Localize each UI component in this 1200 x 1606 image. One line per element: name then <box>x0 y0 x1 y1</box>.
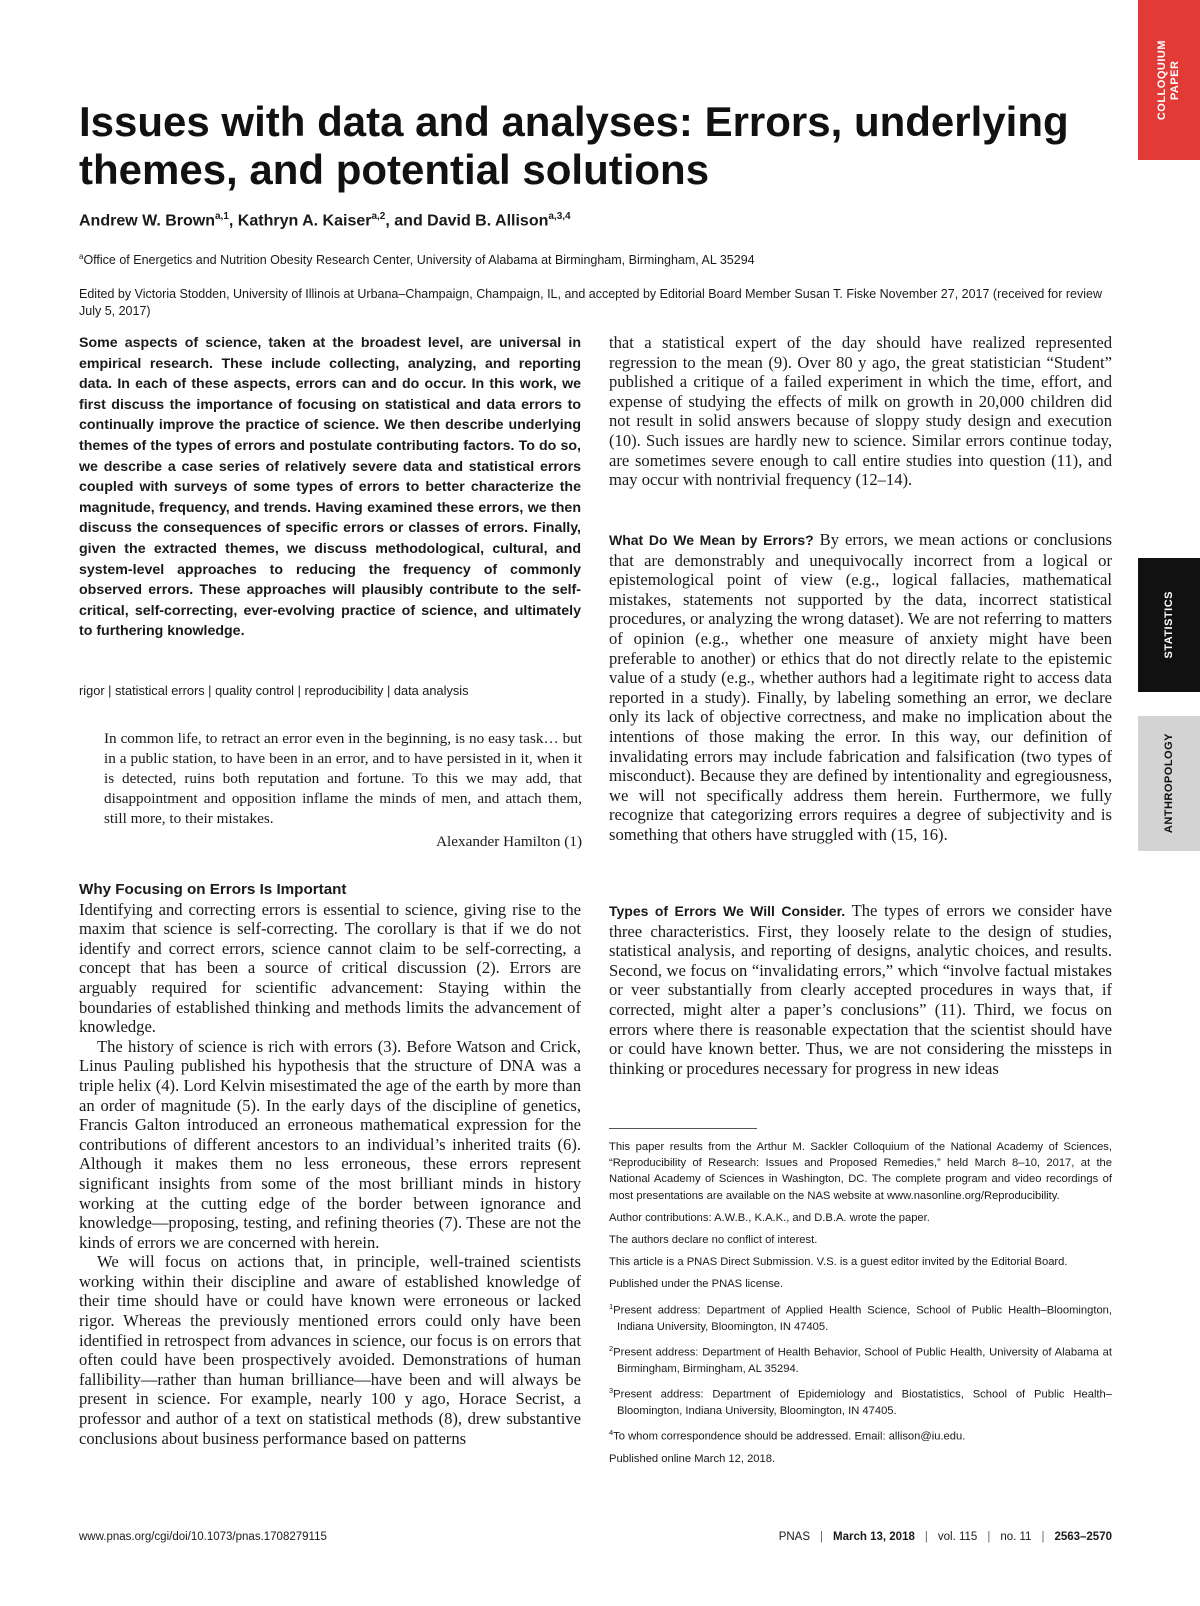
footnote-mark: 4 <box>609 1428 614 1438</box>
issue-number: no. 11 <box>1000 1531 1032 1543</box>
title-line-1: Issues with data and analyses: Errors, underlying <box>79 98 1069 145</box>
footnote-direct-submission: This article is a PNAS Direct Submission. V.S. is a guest editor invited by the Editorial Board. <box>609 1256 1068 1269</box>
section-types-of-errors <box>609 901 1112 1078</box>
footnote-divider <box>609 1128 757 1129</box>
author-name: David B. Allison <box>427 212 549 230</box>
page-range: 2563–2570 <box>1054 1531 1112 1543</box>
body-paragraph: The history of science is rich with errors (3). Before Watson and Crick, Linus Pauling published his hypothesis that the structure of DNA was a triple helix (4). Lord Kelvin misestimated the age of the earth by more than an order of magnitude (5). In the early days of the discipline of genetics, Francis Galton introduced an erroneous mathematical expression for the contributions of different ancestors to an individual’s inherited traits (6). Although it makes them no less erroneous, these errors represent significant insights from some of the most brilliant minds in history working at the cutting edge of the border between ignorance and knowledge—proposing, testing, and refining theories (7). These are not the kinds of errors we are concerned with herein. <box>79 1036 581 1252</box>
author-name: Kathryn A. Kaiser <box>237 212 372 230</box>
colloquium-tab-line1: COLLOQUIUM <box>1156 39 1168 121</box>
anthropology-tab <box>1138 716 1200 851</box>
column-2-continuation <box>609 333 1112 490</box>
section-what-errors <box>609 530 1112 845</box>
footnote-published-online: Published online March 12, 2018. <box>609 1452 776 1465</box>
run-in-heading: What Do We Mean by Errors? <box>609 532 814 548</box>
issue-date: March 13, 2018 <box>833 1531 915 1543</box>
body-paragraph: By errors, we mean actions or conclusions that are demonstrably and unequivocally incorrect from a logical or epistemological point of view (e.g., logical fallacies, mathematical mistakes, statements not supported by the data, incorrect statistical procedures, or analyzing the wrong dataset). We are not referring to matters of opinion (e.g., whether one measure of anxiety might have been preferable to another) or ethics that do not directly relate to the epistemic value of a study (e.g., whether authors had a legitimate right to access data reported in a study). Finally, by labeling something an error, we declare only its lack of objective correctness, and make no implication about the intentions of those making the error. In this way, our definition of invalidating errors may include fabrication and falsification (two types of misconduct). Because they are defined by intentionality and egregiousness, we will not specifically address them herein. Furthermore, we fully recognize that categorizing errors requires a degree of subjectivity and is something that others have struggled with (15, 16). <box>609 530 1112 844</box>
footnotes <box>609 1139 1112 1473</box>
colloquium-tab-line2: PAPER <box>1169 60 1181 100</box>
body-paragraph: The types of errors we consider have three characteristics. First, they loosely relate to the design of studies, statistical analysis, and reporting of designs, analytic choices, and results. Second, we focus on “invalidating errors,” which “involve factual mistakes or veer substantially from clearly accepted procedures in ways that, if corrected, might alter a paper’s conclusions” (11). Third, we focus on errors where there is reasonable expectation that the scientist should have or could have known better. Thus, we are not considering the missteps in thinking or procedures necessary for progress in new ideas <box>609 901 1112 1078</box>
affiliation-mark: a <box>79 252 84 261</box>
footnote-mark: 2 <box>609 1343 614 1353</box>
journal-citation: PNAS | March 13, 2018 | vol. 115 | no. 11 | 2563–2570 <box>778 1531 1112 1543</box>
keywords: rigor | statistical errors | quality control | reproducibility | data analysis <box>79 683 469 698</box>
colloquium-paper-tab <box>1138 0 1200 160</box>
footnote-text: Present address: Department of Applied Health Science, School of Public Health–Bloomington, Indiana University, Bloomington, IN 47405. <box>613 1304 1112 1333</box>
statistics-tab <box>1138 558 1200 692</box>
author-separator: , <box>228 212 238 230</box>
author-name: Andrew W. Brown <box>79 212 215 230</box>
affiliation-text: Office of Energetics and Nutrition Obesity Research Center, University of Alabama at Birmingham, Birmingham, AL 35294 <box>83 253 755 268</box>
author-affiliation-mark: a,2 <box>371 211 386 222</box>
section-why-focusing <box>79 880 581 1448</box>
epigraph-quote: In common life, to retract an error even in the beginning, is no easy task… but in a public station, to have been in an error, and to have persisted in it, when it is detected, ruins both reputation and fortune. To this we may add, that disappointment and opposition inflame the minds of men, and attach them, still more, to their mistakes. <box>104 730 582 827</box>
abstract: Some aspects of science, taken at the broadest level, are universal in empirical research. These include collecting, analyzing, and reporting data. In each of these aspects, errors can and do occur. In this work, we first discuss the importance of focusing on statistical and data errors to continually improve the practice of science. We then describe underlying themes of the types of errors and postulate contributing factors. To do so, we describe a case series of relatively severe data and statistical errors coupled with surveys of some types of errors to better characterize the magnitude, frequency, and trends. Having examined these errors, we then discuss the consequences of specific errors or classes of errors. Finally, given the extracted themes, we discuss methodological, cultural, and system-level approaches to reducing the frequency of commonly observed errors. These approaches will plausibly contribute to the self-critical, self-correcting, ever-evolving practice of science, and ultimately to furthering knowledge. <box>79 335 581 640</box>
footnote-mark: 3 <box>609 1385 614 1395</box>
footnote-text: To whom correspondence should be addressed. Email: allison@iu.edu. <box>613 1430 966 1443</box>
footnote-contributions: Author contributions: A.W.B., K.A.K., and D.B.A. wrote the paper. <box>609 1211 930 1224</box>
footnote-text: Present address: Department of Health Behavior, School of Public Health, University of Alabama at Birmingham, Birmingham, AL 35294. <box>613 1346 1112 1375</box>
doi-link[interactable]: www.pnas.org/cgi/doi/10.1073/pnas.1708279115 <box>79 1531 327 1543</box>
paper-title <box>79 98 1079 194</box>
edited-by-note: Edited by Victoria Stodden, University of Illinois at Urbana–Champaign, Champaign, IL, and accepted by Editorial Board Member Susan T. Fiske November 27, 2017 (received for review July 5, 2017) <box>79 287 1102 318</box>
title-line-2: themes, and potential solutions <box>79 146 710 193</box>
footnote-note <box>609 1383 1112 1419</box>
volume: vol. 115 <box>937 1531 978 1543</box>
footnote-note <box>609 1341 1112 1377</box>
epigraph-attribution: Alexander Hamilton (1) <box>436 833 582 850</box>
statistics-tab-label: STATISTICS <box>1162 591 1175 659</box>
author-list <box>79 211 571 230</box>
footnote-colloquium: This paper results from the Arthur M. Sackler Colloquium of the National Academy of Sciences, “Reproducibility of Research: Issues and Proposed Remedies,” held March 8–10, 2017, at the National Academy of Sciences in Washington, DC. The complete program and video recordings of most presentations are available on the NAS website at www.nasonline.org/Reproducibility. <box>609 1141 1112 1202</box>
section-heading: Why Focusing on Errors Is Important <box>79 881 347 898</box>
body-paragraph: Identifying and correcting errors is essential to science, giving rise to the maxim that science is self-correcting. The corollary is that if we do not identify and correct errors, science cannot claim to be self-correcting, a concept that has been a source of critical discussion (2). Errors are arguably required for scientific advancement: Staying within the boundaries of established thinking and methods limits the advancement of knowledge. <box>79 899 581 1037</box>
run-in-heading: Types of Errors We Will Consider. <box>609 903 846 919</box>
anthropology-tab-label: ANTHROPOLOGY <box>1162 733 1175 834</box>
body-paragraph: that a statistical expert of the day should have realized represented regression to the mean (9). Over 80 y ago, the great statistician “Student” published a critique of a failed experiment in which the time, effort, and expense of studying the effects of milk on growth in 20,000 children did not result in solid answers because of sloppy study design and execution (10). Such issues are hardly new to science. Similar errors continue today, are sometimes severe enough to call entire studies into question (11), and may occur with nontrivial frequency (12–14). <box>609 333 1112 490</box>
author-affiliation-mark: a,3,4 <box>548 211 571 222</box>
journal-name: PNAS <box>778 1531 811 1543</box>
affiliation <box>79 252 755 267</box>
author-separator: , and <box>385 212 428 230</box>
footnote-license: Published under the PNAS license. <box>609 1278 784 1291</box>
footnote-note <box>609 1299 1112 1335</box>
footnote-note <box>609 1425 1112 1445</box>
footnote-conflict: The authors declare no conflict of interest. <box>609 1234 818 1247</box>
footnote-text: Present address: Department of Epidemiology and Biostatistics, School of Public Health–Bloomington, Indiana University, Bloomington, IN 47405. <box>613 1388 1112 1417</box>
author-affiliation-mark: a,1 <box>215 211 229 222</box>
body-paragraph: We will focus on actions that, in principle, well-trained scientists working within their discipline and aware of established knowledge of their time should have or could have known were erroneous or lacked rigor. Whereas the previously mentioned errors could only have been identified in retrospect from advances in science, our focus is on errors that often could have been prospectively avoided. Demonstrations of human fallibility—rather than human brilliance—have been and will always be present in science. For example, nearly 100 y ago, Horace Secrist, a professor and author of a text on statistical methods (8), drew substantive conclusions about business performance based on patterns <box>79 1252 581 1448</box>
footnote-mark: 1 <box>609 1301 614 1311</box>
